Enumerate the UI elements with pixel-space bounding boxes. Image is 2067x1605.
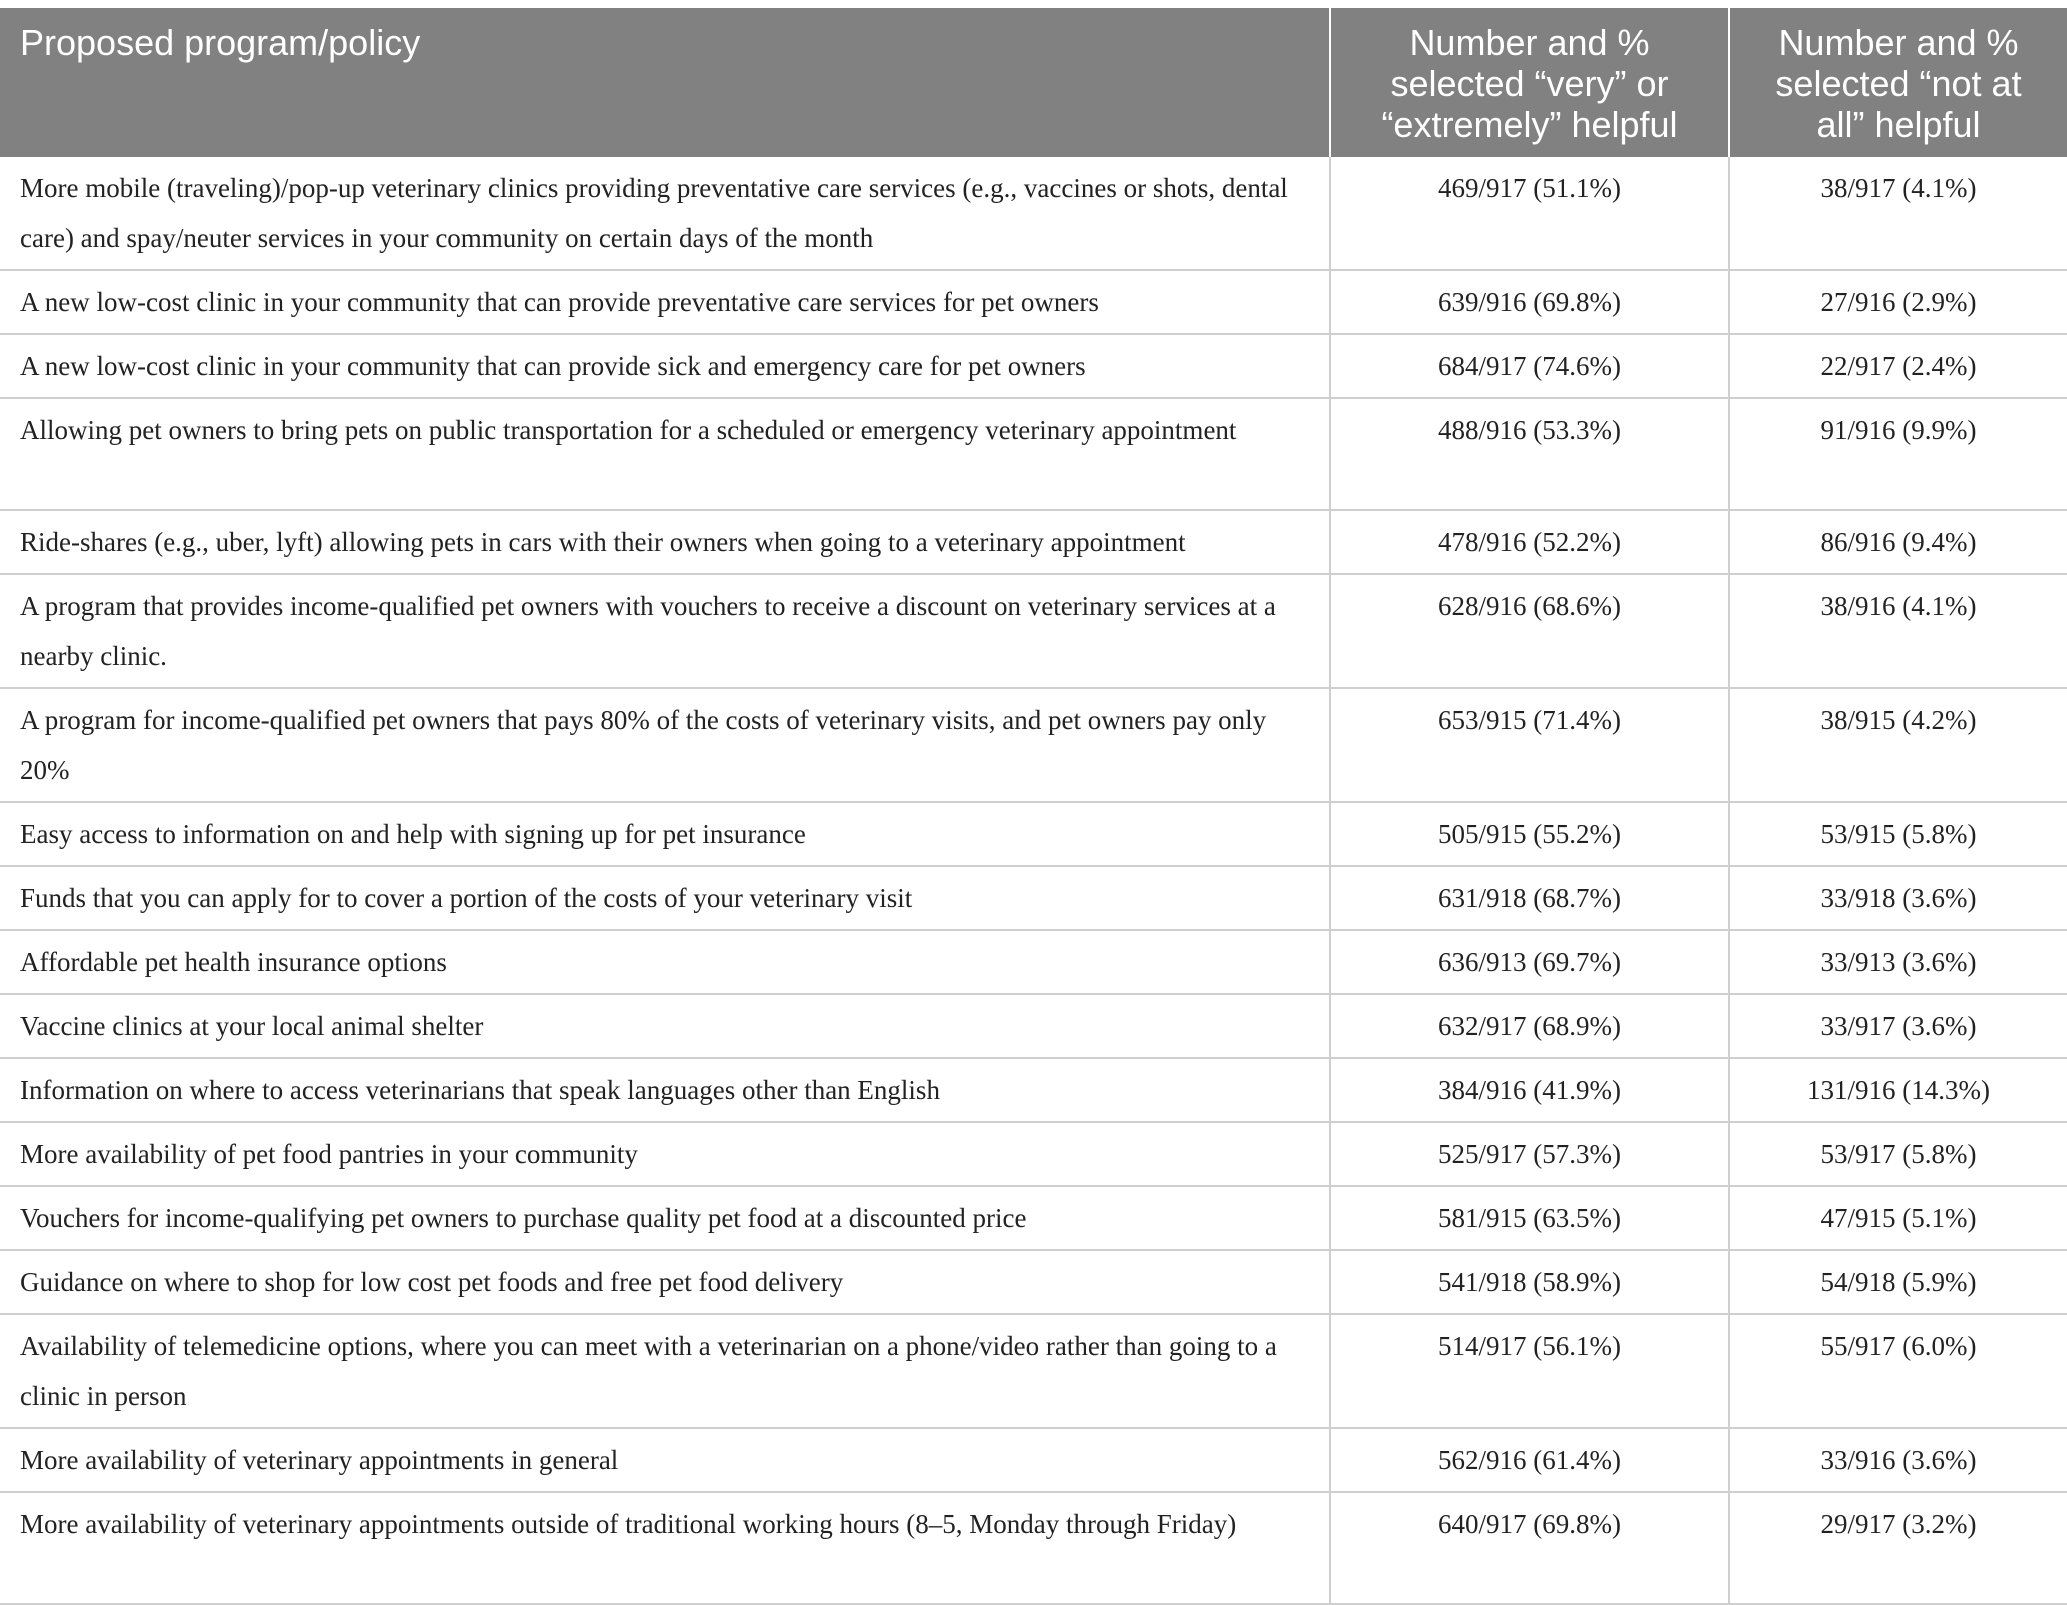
table-row [0,802,2067,866]
table-row [0,1314,2067,1428]
table-row [0,334,2067,398]
not-helpful-cell: 33/913 (3.6%) [1729,930,2067,994]
table-row [0,574,2067,688]
program-cell: A program for income-qualified pet owners that pays 80% of the costs of veterinary visits, and pet owners pay only 20% [0,688,1330,802]
program-cell: A program that provides income-qualified pet owners with vouchers to receive a discount on veterinary services at a nearby clinic. [0,574,1330,688]
program-cell: Guidance on where to shop for low cost pet foods and free pet food delivery [0,1250,1330,1314]
program-cell: A new low-cost clinic in your community that can provide preventative care services for pet owners [0,270,1330,334]
not-helpful-cell: 86/916 (9.4%) [1729,510,2067,574]
not-helpful-cell: 54/918 (5.9%) [1729,1250,2067,1314]
very-helpful-cell: 514/917 (56.1%) [1330,1314,1729,1428]
not-helpful-cell: 38/917 (4.1%) [1729,157,2067,270]
not-helpful-cell: 53/917 (5.8%) [1729,1122,2067,1186]
very-helpful-cell: 505/915 (55.2%) [1330,802,1729,866]
table-row [0,510,2067,574]
very-helpful-cell: 581/915 (63.5%) [1330,1186,1729,1250]
table-row [0,270,2067,334]
header-not-helpful: Number and % selected “not at all” helpful [1729,8,2067,157]
program-cell: More availability of veterinary appointments in general [0,1428,1330,1492]
table-body [0,157,2067,1604]
table-row [0,1122,2067,1186]
very-helpful-cell: 653/915 (71.4%) [1330,688,1729,802]
table-row [0,930,2067,994]
not-helpful-cell: 29/917 (3.2%) [1729,1492,2067,1604]
program-cell: Information on where to access veterinarians that speak languages other than English [0,1058,1330,1122]
header-very-helpful: Number and % selected “very” or “extremely” helpful [1330,8,1729,157]
very-helpful-cell: 384/916 (41.9%) [1330,1058,1729,1122]
table-row [0,1428,2067,1492]
program-cell: Vouchers for income-qualifying pet owners to purchase quality pet food at a discounted price [0,1186,1330,1250]
very-helpful-cell: 639/916 (69.8%) [1330,270,1729,334]
very-helpful-cell: 631/918 (68.7%) [1330,866,1729,930]
table-row [0,398,2067,510]
table-row [0,157,2067,270]
program-cell: More availability of pet food pantries in your community [0,1122,1330,1186]
not-helpful-cell: 27/916 (2.9%) [1729,270,2067,334]
table-row [0,1058,2067,1122]
table-row [0,1250,2067,1314]
table-row [0,688,2067,802]
not-helpful-cell: 47/915 (5.1%) [1729,1186,2067,1250]
program-cell: Allowing pet owners to bring pets on public transportation for a scheduled or emergency veterinary appointment [0,398,1330,510]
results-table [0,8,2067,1605]
very-helpful-cell: 562/916 (61.4%) [1330,1428,1729,1492]
program-cell: Vaccine clinics at your local animal shelter [0,994,1330,1058]
very-helpful-cell: 541/918 (58.9%) [1330,1250,1729,1314]
not-helpful-cell: 33/916 (3.6%) [1729,1428,2067,1492]
not-helpful-cell: 131/916 (14.3%) [1729,1058,2067,1122]
program-cell: Affordable pet health insurance options [0,930,1330,994]
very-helpful-cell: 525/917 (57.3%) [1330,1122,1729,1186]
program-cell: More mobile (traveling)/pop-up veterinary clinics providing preventative care services (e.g., vaccines or shots, dental care) and spay/neuter services in your community on certain days of the month [0,157,1330,270]
very-helpful-cell: 488/916 (53.3%) [1330,398,1729,510]
program-cell: Funds that you can apply for to cover a portion of the costs of your veterinary visit [0,866,1330,930]
not-helpful-cell: 22/917 (2.4%) [1729,334,2067,398]
results-table-container [0,8,2067,1605]
program-cell: Ride-shares (e.g., uber, lyft) allowing pets in cars with their owners when going to a veterinary appointment [0,510,1330,574]
table-row [0,866,2067,930]
table-row [0,994,2067,1058]
table-row [0,1492,2067,1604]
very-helpful-cell: 640/917 (69.8%) [1330,1492,1729,1604]
very-helpful-cell: 636/913 (69.7%) [1330,930,1729,994]
not-helpful-cell: 33/918 (3.6%) [1729,866,2067,930]
not-helpful-cell: 38/915 (4.2%) [1729,688,2067,802]
very-helpful-cell: 469/917 (51.1%) [1330,157,1729,270]
not-helpful-cell: 55/917 (6.0%) [1729,1314,2067,1428]
not-helpful-cell: 33/917 (3.6%) [1729,994,2067,1058]
program-cell: More availability of veterinary appointments outside of traditional working hours (8–5, Monday through Friday) [0,1492,1330,1604]
very-helpful-cell: 632/917 (68.9%) [1330,994,1729,1058]
header-program: Proposed program/policy [0,8,1330,157]
not-helpful-cell: 91/916 (9.9%) [1729,398,2067,510]
very-helpful-cell: 628/916 (68.6%) [1330,574,1729,688]
program-cell: Availability of telemedicine options, where you can meet with a veterinarian on a phone/video rather than going to a clinic in person [0,1314,1330,1428]
program-cell: A new low-cost clinic in your community that can provide sick and emergency care for pet owners [0,334,1330,398]
table-header [0,8,2067,157]
very-helpful-cell: 478/916 (52.2%) [1330,510,1729,574]
header-row [0,8,2067,157]
table-row [0,1186,2067,1250]
not-helpful-cell: 53/915 (5.8%) [1729,802,2067,866]
not-helpful-cell: 38/916 (4.1%) [1729,574,2067,688]
very-helpful-cell: 684/917 (74.6%) [1330,334,1729,398]
program-cell: Easy access to information on and help with signing up for pet insurance [0,802,1330,866]
